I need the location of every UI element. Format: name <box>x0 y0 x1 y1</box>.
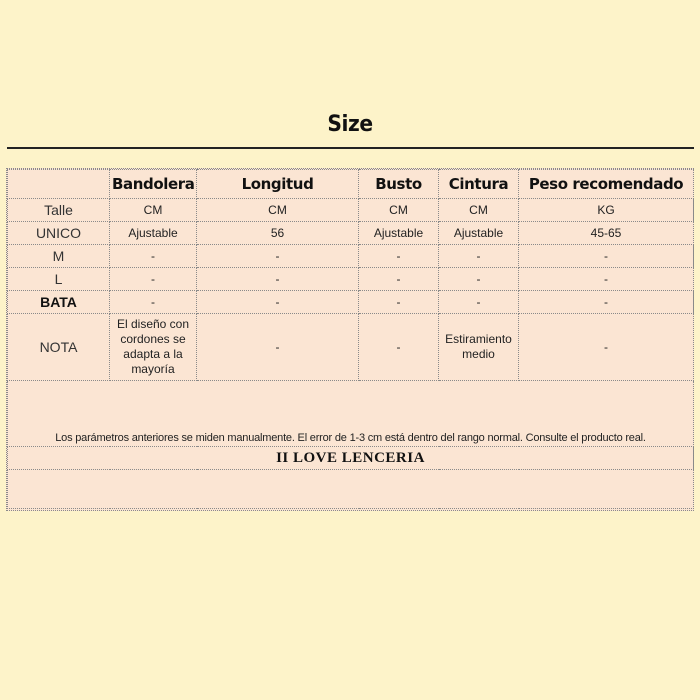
table-row-l <box>8 268 694 291</box>
table-row-unico <box>8 222 694 245</box>
measurement-note-row <box>8 381 694 447</box>
table-cell: - <box>439 291 519 314</box>
row-label: Talle <box>8 199 110 222</box>
title-divider <box>7 147 694 149</box>
brand-name: II LOVE LENCERIA <box>8 447 694 470</box>
table-cell: - <box>519 291 694 314</box>
brand-row <box>8 447 694 470</box>
table-cell: - <box>110 268 197 291</box>
table-cell: Ajustable <box>110 222 197 245</box>
row-label: NOTA <box>8 314 110 381</box>
table-row-bata <box>8 291 694 314</box>
table-cell: - <box>359 268 439 291</box>
table-cell: - <box>110 245 197 268</box>
table-cell: - <box>439 268 519 291</box>
header-cell-longitud: Longitud <box>197 170 359 199</box>
table-cell: - <box>359 314 439 381</box>
table-cell: - <box>197 268 359 291</box>
table-cell: - <box>359 245 439 268</box>
table-row-talle <box>8 199 694 222</box>
table-row-m <box>8 245 694 268</box>
size-table-container <box>6 168 694 511</box>
table-cell: 45-65 <box>519 222 694 245</box>
empty-row <box>8 470 694 509</box>
measurement-note: Los parámetros anteriores se miden manualmente. El error de 1-3 cm está dentro del rango normal. Consulte el producto real. <box>8 381 694 447</box>
table-cell: CM <box>197 199 359 222</box>
row-label: M <box>8 245 110 268</box>
header-cell-bandolera: Bandolera <box>110 170 197 199</box>
table-cell: CM <box>359 199 439 222</box>
table-cell: Ajustable <box>439 222 519 245</box>
row-label: BATA <box>8 291 110 314</box>
table-cell: - <box>439 245 519 268</box>
header-row <box>8 170 694 199</box>
table-cell: Ajustable <box>359 222 439 245</box>
table-cell: - <box>519 268 694 291</box>
table-cell: - <box>110 291 197 314</box>
table-cell: - <box>197 291 359 314</box>
page-title: Size <box>327 112 373 137</box>
table-cell: - <box>359 291 439 314</box>
table-cell: - <box>519 245 694 268</box>
table-cell: 56 <box>197 222 359 245</box>
table-cell: - <box>197 314 359 381</box>
header-cell-empty <box>8 170 110 199</box>
header-cell-cintura: Cintura <box>439 170 519 199</box>
size-table <box>7 169 694 509</box>
table-cell: KG <box>519 199 694 222</box>
table-row-nota <box>8 314 694 381</box>
table-cell: CM <box>439 199 519 222</box>
table-cell: El diseño con cordones se adapta a la mayoría <box>110 314 197 381</box>
header-cell-peso: Peso recomendado <box>519 170 694 199</box>
table-cell: Estiramiento medio <box>439 314 519 381</box>
table-cell: CM <box>110 199 197 222</box>
table-cell: - <box>519 314 694 381</box>
empty-cell <box>8 470 694 509</box>
header-cell-busto: Busto <box>359 170 439 199</box>
row-label: L <box>8 268 110 291</box>
table-cell: - <box>197 245 359 268</box>
row-label: UNICO <box>8 222 110 245</box>
